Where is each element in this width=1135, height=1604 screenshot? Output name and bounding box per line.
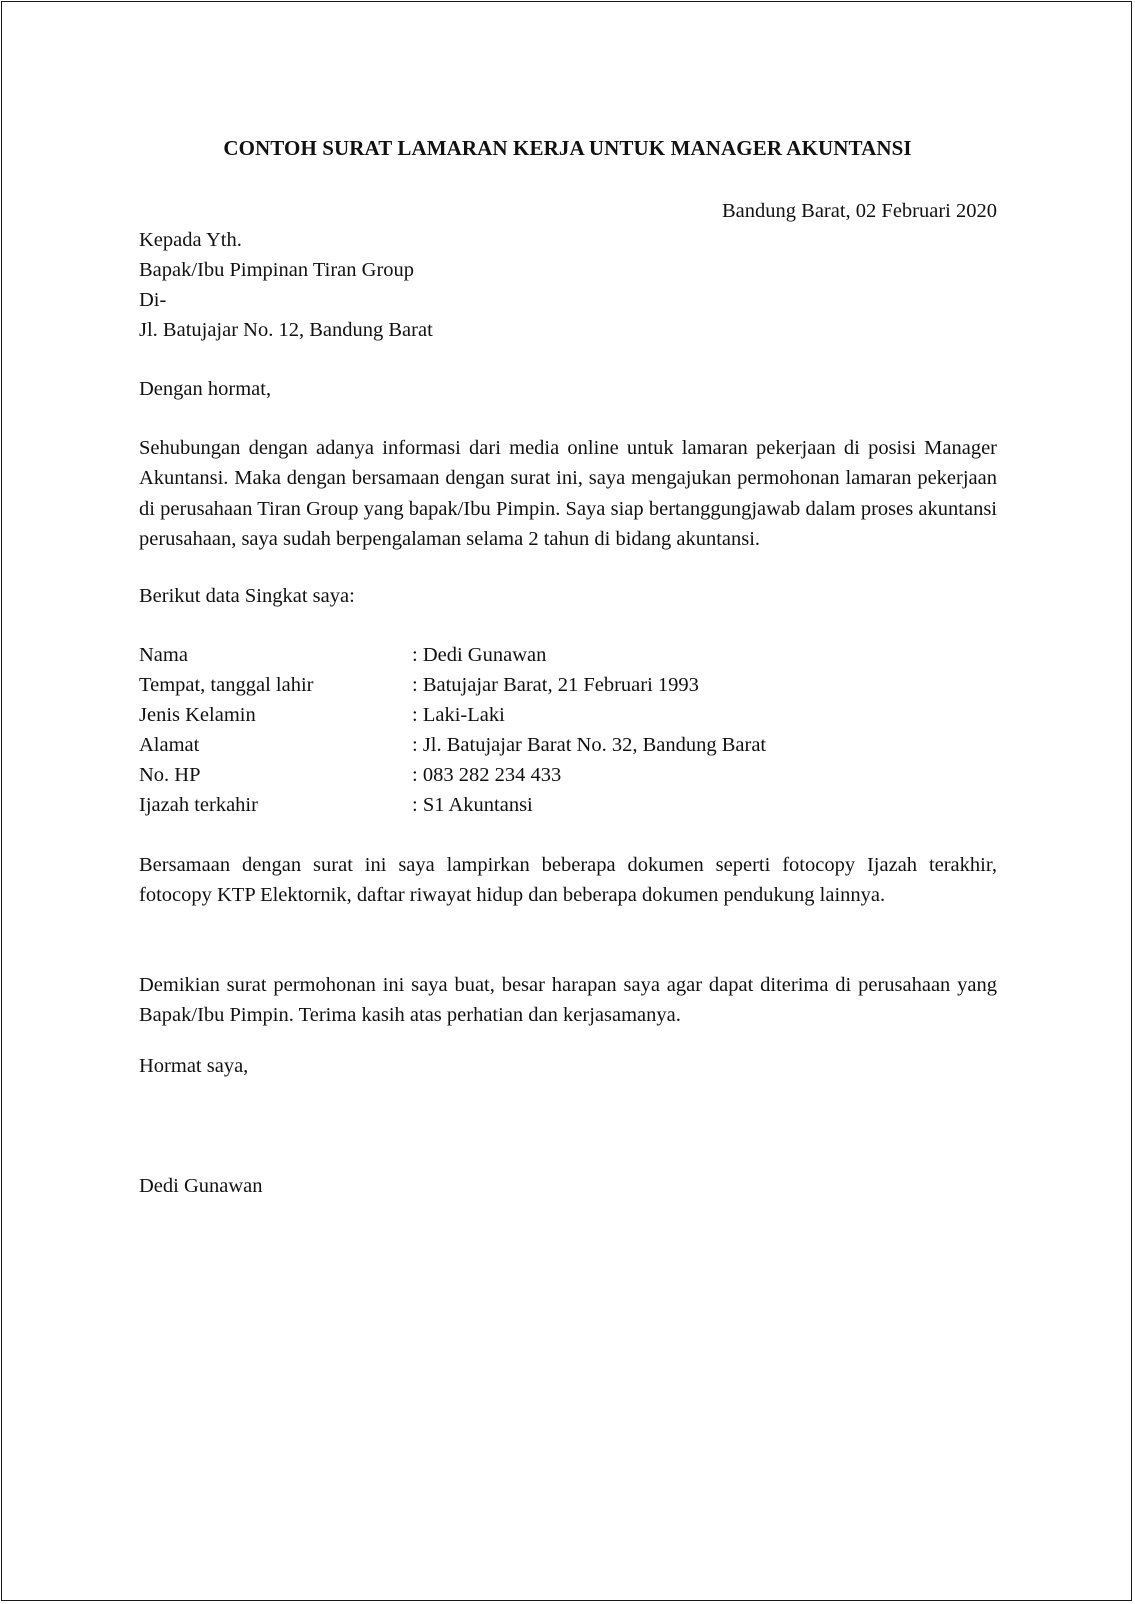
sign-off: Hormat saya, bbox=[139, 1055, 249, 1077]
letter-date: Bandung Barat, 02 Februari 2020 bbox=[722, 200, 997, 222]
bio-label: Nama bbox=[139, 644, 188, 666]
bio-value: : Jl. Batujajar Barat No. 32, Bandung Barat bbox=[412, 734, 767, 756]
bio-value: : Batujajar Barat, 21 Februari 1993 bbox=[412, 674, 699, 696]
attachment-paragraph: Bersamaan dengan surat ini saya lampirkan beberapa dokumen seperti fotocopy Ijazah terakhir, fotocopy KTP Elektornik, daftar riwayat hidup dan beberapa dokumen pendukung lainnya. bbox=[139, 854, 997, 907]
bio-label: Jenis Kelamin bbox=[139, 704, 256, 726]
bio-value: : 083 282 234 433 bbox=[412, 764, 562, 786]
recipient-salutation: Kepada Yth. bbox=[139, 229, 242, 251]
recipient-address: Jl. Batujajar No. 12, Bandung Barat bbox=[139, 319, 433, 341]
bio-row-phone bbox=[139, 764, 561, 787]
greeting: Dengan hormat, bbox=[139, 378, 272, 400]
recipient-di: Di- bbox=[139, 289, 167, 311]
bio-row-gender bbox=[139, 704, 505, 727]
intro-paragraph: Sehubungan dengan adanya informasi dari media online untuk lamaran pekerjaan di posisi Manager Akuntansi. Maka dengan bersamaan dengan surat ini, saya mengajukan permohonan lamaran pekerjaan di perusahaan Tiran Group yang bapak/Ibu Pimpin. Saya siap bertanggungjawab dalam proses akuntansi perusahaan, saya sudah berpengalaman selama 2 tahun di bidang akuntansi. bbox=[139, 437, 997, 550]
bio-intro: Berikut data Singkat saya: bbox=[139, 585, 355, 607]
bio-value: : Dedi Gunawan bbox=[412, 644, 547, 666]
bio-row-birth bbox=[139, 674, 699, 697]
bio-value: : Laki-Laki bbox=[412, 704, 505, 726]
bio-row-name bbox=[139, 644, 546, 667]
bio-label: Tempat, tanggal lahir bbox=[139, 674, 314, 696]
bio-row-education bbox=[139, 794, 533, 817]
bio-value: : S1 Akuntansi bbox=[412, 794, 533, 816]
bio-label: Ijazah terkahir bbox=[139, 794, 258, 816]
bio-row-address bbox=[139, 734, 766, 757]
closing-paragraph: Demikian surat permohonan ini saya buat, besar harapan saya agar dapat diterima di perusahaan yang Bapak/Ibu Pimpin. Terima kasih atas perhatian dan kerjasamanya. bbox=[139, 974, 997, 1027]
letter-title: CONTOH SURAT LAMARAN KERJA UNTUK MANAGER AKUNTANSI bbox=[223, 136, 912, 160]
bio-label: Alamat bbox=[139, 734, 200, 756]
bio-label: No. HP bbox=[139, 764, 201, 786]
signature-name: Dedi Gunawan bbox=[139, 1175, 263, 1197]
recipient-name: Bapak/Ibu Pimpinan Tiran Group bbox=[139, 259, 415, 281]
